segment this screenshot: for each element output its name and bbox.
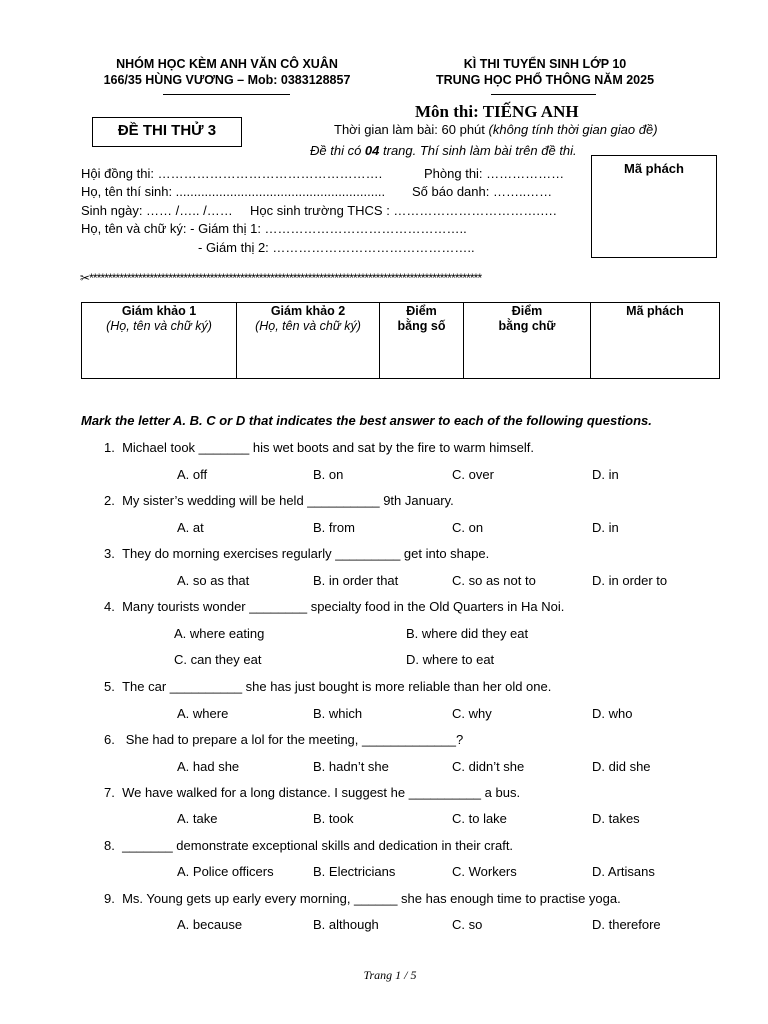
question-3 xyxy=(104,546,489,561)
question-text: Michael took _______ his wet boots and sat by the fire to warm himself. xyxy=(122,440,534,455)
exam-school-year: TRUNG HỌC PHỔ THÔNG NĂM 2025 xyxy=(435,73,655,87)
proctor-1-field: Họ, tên và chữ ký: - Giám thị 1: ……………………………………….. xyxy=(81,221,467,236)
pages-suffix: trang. Thí sinh làm bài trên đề thi. xyxy=(379,143,577,158)
question-number: 4. xyxy=(104,599,115,614)
q6-option-c[interactable]: C. didn’t she xyxy=(452,759,525,774)
pages-count: 04 xyxy=(364,143,380,158)
subject-title: Môn thi: TIẾNG ANH xyxy=(415,102,579,121)
trial-label-box xyxy=(92,117,242,147)
q8-option-d[interactable]: D. Artisans xyxy=(592,864,655,879)
score-number-cell xyxy=(380,303,464,379)
score-words-cell xyxy=(464,303,591,379)
question-8 xyxy=(104,838,513,853)
score-number-line1: Điểm xyxy=(406,304,437,318)
q4-option-d[interactable]: D. where to eat xyxy=(406,652,495,667)
page-number: Trang 1 / 5 xyxy=(363,968,417,982)
score-words-line1: Điểm xyxy=(511,304,543,318)
question-text: My sister’s wedding will be held __________ 9th January. xyxy=(122,493,454,508)
q5-option-d[interactable]: D. who xyxy=(592,706,633,721)
q3-option-c[interactable]: C. so as not to xyxy=(452,573,536,588)
question-text: She had to prepare a lol for the meeting, _____________? xyxy=(122,732,464,747)
examiner-1-subtitle: (Họ, tên và chữ ký) xyxy=(106,319,212,333)
score-words-line2: bằng chữ xyxy=(498,319,556,333)
question-4 xyxy=(104,599,564,614)
header-underline-right xyxy=(491,94,596,95)
room-field: Phòng thi: ……………… xyxy=(424,166,565,181)
q7-option-d[interactable]: D. takes xyxy=(592,811,640,826)
council-field: Hội đồng thi: ……………………………………………. xyxy=(81,166,383,181)
time-info xyxy=(334,122,658,137)
q9-option-a[interactable]: A. because xyxy=(177,917,243,932)
q5-option-c[interactable]: C. why xyxy=(452,706,492,721)
question-number: 1. xyxy=(104,440,115,455)
question-number: 9. xyxy=(104,891,115,906)
q8-option-c[interactable]: C. Workers xyxy=(452,864,517,879)
question-text: Ms. Young gets up early every morning, ______ she has enough time to practise yoga. xyxy=(122,891,621,906)
q4-option-a[interactable]: A. where eating xyxy=(174,626,265,641)
q1-option-a[interactable]: A. off xyxy=(177,467,208,482)
secret-code-cell xyxy=(591,303,720,379)
question-text: We have walked for a long distance. I suggest he __________ a bus. xyxy=(122,785,521,800)
q9-option-c[interactable]: C. so xyxy=(452,917,483,932)
question-text: They do morning exercises regularly _________ get into shape. xyxy=(122,546,490,561)
question-number: 7. xyxy=(104,785,115,800)
q1-option-c[interactable]: C. over xyxy=(452,467,494,482)
q6-option-a[interactable]: A. had she xyxy=(177,759,240,774)
q6-option-b[interactable]: B. hadn’t she xyxy=(313,759,389,774)
candidate-name-field: Họ, tên thí sinh: .......................................................... xyxy=(81,184,386,199)
q9-option-b[interactable]: B. although xyxy=(313,917,379,932)
question-6 xyxy=(104,732,463,747)
proctor-2-field: - Giám thị 2: ……………………………………….. xyxy=(198,240,475,255)
pages-info xyxy=(310,143,577,158)
q2-option-b[interactable]: B. from xyxy=(313,520,355,535)
q1-option-b[interactable]: B. on xyxy=(313,467,344,482)
grading-table xyxy=(81,302,720,379)
q1-option-d[interactable]: D. in xyxy=(592,467,619,482)
secret-code-box xyxy=(591,155,717,258)
score-number-line2: bằng số xyxy=(397,319,446,333)
secret-code-header: Mã phách xyxy=(626,304,684,318)
question-9 xyxy=(104,891,621,906)
q8-option-b[interactable]: B. Electricians xyxy=(313,864,396,879)
question-text: Many tourists wonder ________ specialty food in the Old Quarters in Ha Noi. xyxy=(122,599,565,614)
question-5 xyxy=(104,679,551,694)
q2-option-d[interactable]: D. in xyxy=(592,520,619,535)
q8-option-a[interactable]: A. Police officers xyxy=(177,864,274,879)
examiner-1-cell xyxy=(82,303,237,379)
q3-option-b[interactable]: B. in order that xyxy=(313,573,399,588)
question-number: 3. xyxy=(104,546,115,561)
question-text: _______ demonstrate exceptional skills and dedication in their craft. xyxy=(122,838,514,853)
q5-option-a[interactable]: A. where xyxy=(177,706,229,721)
candidate-number-field: Số báo danh: ……..…… xyxy=(412,184,553,199)
cut-line: ✂******************************************************************************************************** xyxy=(80,271,482,285)
q7-option-b[interactable]: B. took xyxy=(313,811,354,826)
q4-option-c[interactable]: C. can they eat xyxy=(174,652,262,667)
question-number: 2. xyxy=(104,493,115,508)
birthdate-field: Sinh ngày: …… /….. /…… xyxy=(81,203,233,218)
examiner-2-subtitle: (Họ, tên và chữ ký) xyxy=(255,319,361,333)
examiner-2-title: Giám khảo 2 xyxy=(270,304,346,318)
center-name: NHÓM HỌC KÈM ANH VĂN CÔ XUÂN xyxy=(116,57,338,71)
question-1 xyxy=(104,440,534,455)
secret-code-label: Mã phách xyxy=(624,161,684,176)
examiner-1-title: Giám khảo 1 xyxy=(121,304,197,318)
time-note: (không tính thời gian giao đề) xyxy=(488,122,658,137)
q2-option-a[interactable]: A. at xyxy=(177,520,204,535)
question-7 xyxy=(104,785,520,800)
center-address: 166/35 HÙNG VƯƠNG – Mob: 0383128857 xyxy=(103,73,351,87)
q7-option-a[interactable]: A. take xyxy=(177,811,218,826)
q6-option-d[interactable]: D. did she xyxy=(592,759,651,774)
instruction: Mark the letter A. B. C or D that indicates the best answer to each of the following questions. xyxy=(81,413,652,428)
question-2 xyxy=(104,493,454,508)
q7-option-c[interactable]: C. to lake xyxy=(452,811,507,826)
question-text: The car __________ she has just bought is more reliable than her old one. xyxy=(122,679,552,694)
pages-prefix: Đề thi có xyxy=(310,143,365,158)
q2-option-c[interactable]: C. on xyxy=(452,520,484,535)
time-text: Thời gian làm bài: 60 phút xyxy=(334,122,489,137)
header-underline-left xyxy=(163,94,290,95)
q9-option-d[interactable]: D. therefore xyxy=(592,917,661,932)
question-number: 5. xyxy=(104,679,115,694)
question-number: 8. xyxy=(104,838,115,853)
q3-option-a[interactable]: A. so as that xyxy=(177,573,250,588)
question-number: 6. xyxy=(104,732,115,747)
school-field: Học sinh trường THCS : …………………………….…. xyxy=(250,203,557,218)
exam-title: KÌ THI TUYỂN SINH LỚP 10 xyxy=(463,57,627,71)
q3-option-d[interactable]: D. in order to xyxy=(592,573,668,588)
examiner-2-cell xyxy=(237,303,380,379)
q4-option-b[interactable]: B. where did they eat xyxy=(406,626,529,641)
q5-option-b[interactable]: B. which xyxy=(313,706,363,721)
trial-label: ĐỀ THI THỬ 3 xyxy=(117,122,217,139)
